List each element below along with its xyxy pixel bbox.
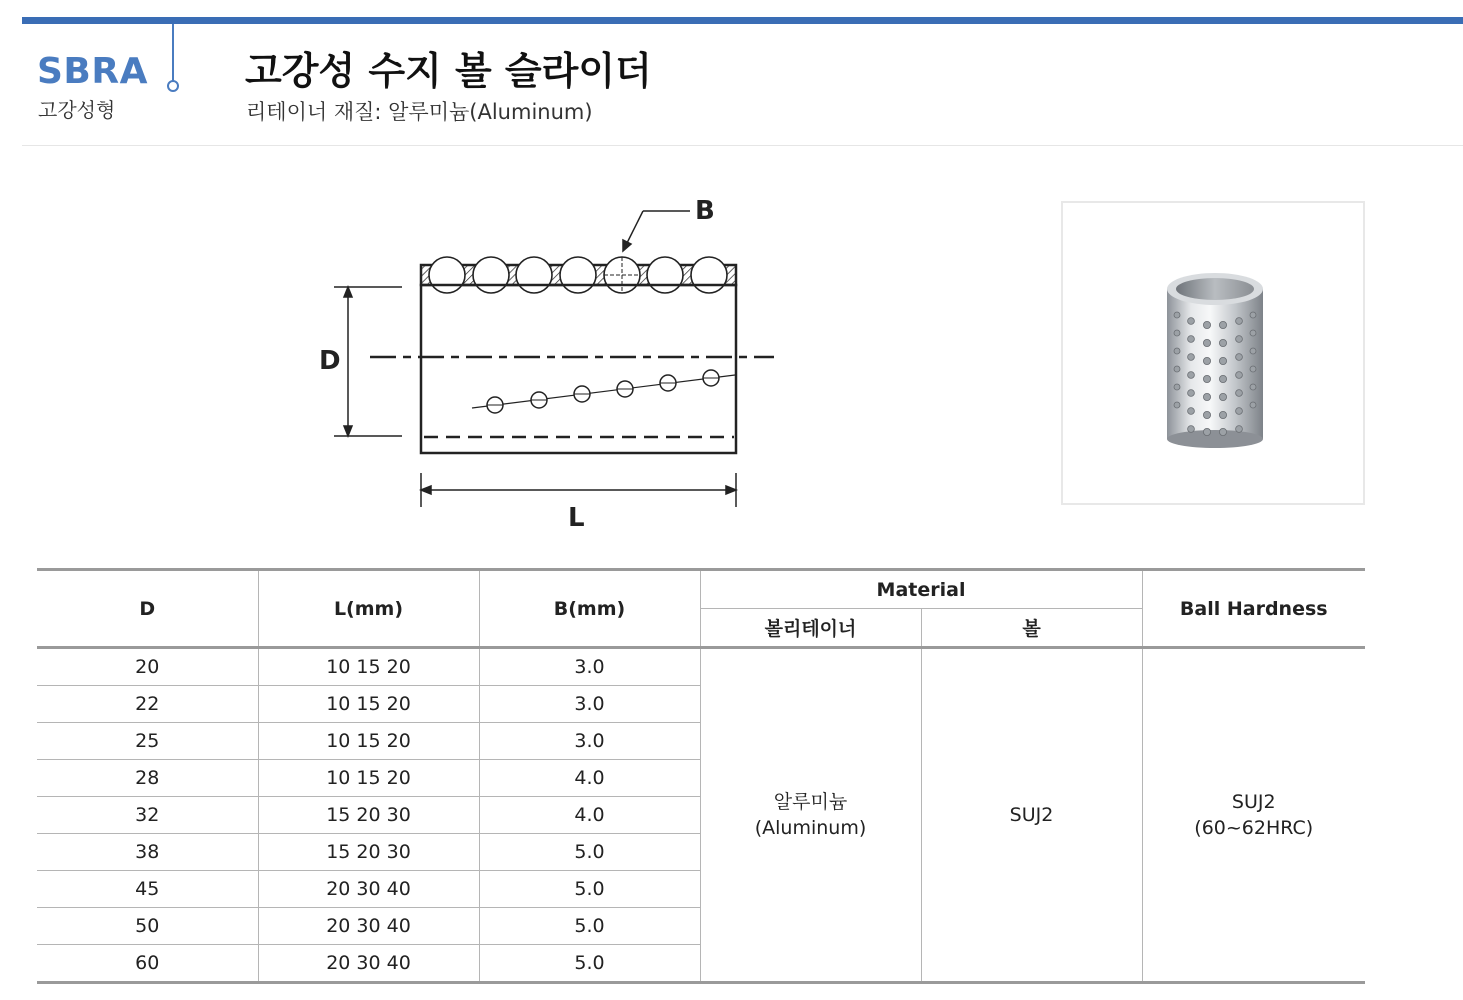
marker-dot (167, 80, 179, 92)
retainer-material-line1: 알루미늄 (773, 791, 848, 813)
product-photo (1061, 201, 1365, 505)
label-l: L (568, 503, 585, 533)
header-l: L(mm) (258, 570, 479, 648)
cell-l: 20 30 40 (258, 945, 479, 983)
cell-d: 45 (37, 871, 258, 908)
header-d: D (37, 570, 258, 648)
top-accent-rule (22, 17, 1463, 24)
cell-d: 50 (37, 908, 258, 945)
hardness-line2: (60~62HRC) (1194, 817, 1314, 839)
cell-b: 5.0 (479, 945, 700, 983)
cell-b: 3.0 (479, 723, 700, 760)
cell-l: 10 15 20 (258, 686, 479, 723)
cell-b: 4.0 (479, 760, 700, 797)
cell-d: 32 (37, 797, 258, 834)
cell-l: 10 15 20 (258, 760, 479, 797)
leader-b (623, 211, 690, 251)
cell-ball-hardness (1142, 648, 1365, 983)
header-ball: 볼 (921, 609, 1142, 648)
balls-row (429, 257, 727, 293)
retainer-body (421, 285, 736, 453)
cell-b: 5.0 (479, 871, 700, 908)
cell-d: 28 (37, 760, 258, 797)
header-ball-hardness: Ball Hardness (1142, 570, 1365, 648)
cell-b: 5.0 (479, 908, 700, 945)
cell-b: 3.0 (479, 686, 700, 723)
cell-l: 15 20 30 (258, 834, 479, 871)
dimension-d (334, 287, 402, 436)
cell-retainer-material (700, 648, 921, 983)
header-b: B(mm) (479, 570, 700, 648)
header-material: Material (700, 570, 1142, 609)
page-title: 고강성 수지 볼 슬라이더 (245, 49, 652, 93)
cell-l: 20 30 40 (258, 908, 479, 945)
page-subtitle: 리테이너 재질: 알루미늄(Aluminum) (246, 100, 593, 124)
cell-l: 10 15 20 (258, 723, 479, 760)
product-code: SBRA (37, 51, 148, 92)
marker-line (172, 24, 174, 82)
spec-table (37, 568, 1365, 984)
label-d: D (319, 346, 341, 376)
cell-b: 5.0 (479, 834, 700, 871)
dimension-l (421, 473, 736, 507)
header-divider (22, 145, 1463, 146)
ball-cage-illustration (1063, 203, 1363, 503)
cell-d: 20 (37, 648, 258, 686)
hardness-line1: SUJ2 (1231, 791, 1276, 813)
cell-d: 25 (37, 723, 258, 760)
cell-d: 60 (37, 945, 258, 983)
header-retainer: 볼리테이너 (700, 609, 921, 648)
cell-ball-material: SUJ2 (921, 648, 1142, 983)
technical-drawing (300, 185, 800, 535)
cell-l: 15 20 30 (258, 797, 479, 834)
label-b: B (695, 196, 715, 226)
cell-d: 38 (37, 834, 258, 871)
cell-b: 4.0 (479, 797, 700, 834)
retainer-material-line2: (Aluminum) (754, 817, 867, 839)
table-row (37, 648, 1365, 686)
cell-b: 3.0 (479, 648, 700, 686)
product-type: 고강성형 (38, 98, 116, 122)
cell-l: 10 15 20 (258, 648, 479, 686)
cell-l: 20 30 40 (258, 871, 479, 908)
cell-d: 22 (37, 686, 258, 723)
